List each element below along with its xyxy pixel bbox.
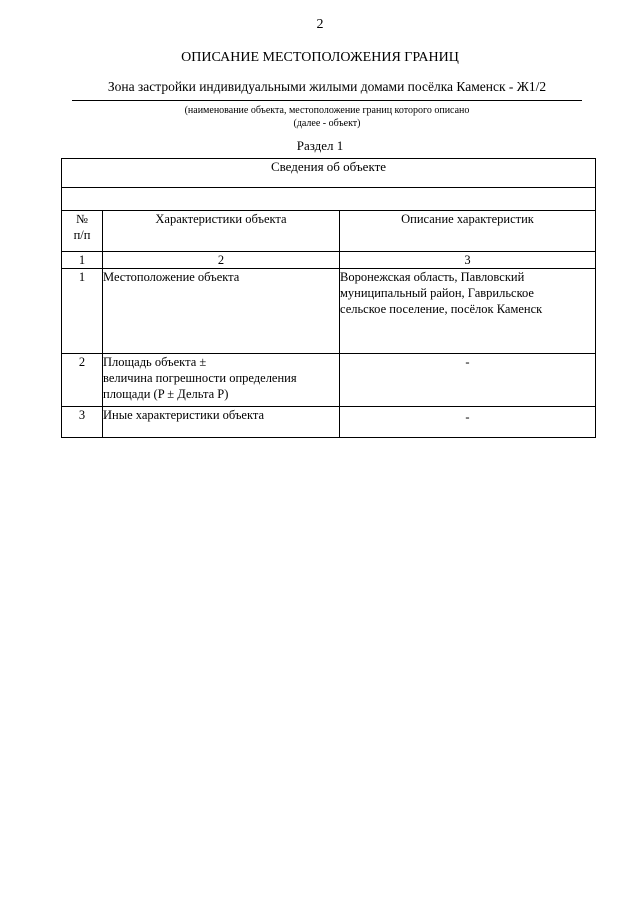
row-description — [340, 269, 596, 354]
row-characteristic-line: Местоположение объекта — [103, 270, 240, 284]
row-description-line: муниципальный район, Гаврильское — [340, 286, 534, 300]
object-name-note-line: (далее - объект) — [293, 118, 361, 129]
object-info-table — [61, 158, 596, 438]
table-column-numbers-row — [62, 252, 596, 269]
header-number-line: п/п — [73, 228, 91, 242]
column-number: 3 — [340, 252, 596, 269]
section-label: Раздел 1 — [296, 138, 344, 153]
table-caption: Сведения об объекте — [62, 159, 596, 188]
table-blank-cell — [62, 188, 596, 211]
object-name-note-line: (наименование объекта, местоположение границ которого описано — [184, 105, 470, 116]
row-characteristic-line: величина погрешности определения — [103, 371, 297, 385]
object-name-note — [72, 104, 582, 130]
object-name: Зона застройки индивидуальными жилыми домами посёлка Каменск - Ж1/2 — [107, 79, 547, 94]
header-number-line: № — [76, 212, 88, 226]
page-number: 2 — [316, 17, 324, 32]
table-blank-row — [62, 188, 596, 211]
row-number: 3 — [62, 407, 103, 438]
row-characteristic — [103, 269, 340, 354]
row-characteristic — [103, 354, 340, 407]
row-characteristic — [103, 407, 340, 438]
row-description-line: сельское поселение, посёлок Каменск — [340, 302, 543, 316]
row-characteristic-line: Иные характеристики объекта — [103, 408, 265, 422]
header-characteristics: Характеристики объекта — [103, 211, 340, 252]
row-description: - — [340, 407, 596, 438]
document-title: ОПИСАНИЕ МЕСТОПОЛОЖЕНИЯ ГРАНИЦ — [181, 50, 459, 65]
row-description-line: Воронежская область, Павловский — [340, 270, 525, 284]
column-number: 1 — [62, 252, 103, 269]
object-name-underline — [72, 100, 582, 101]
row-number: 1 — [62, 269, 103, 354]
column-number: 2 — [103, 252, 340, 269]
row-description: - — [340, 354, 596, 407]
table-header-row — [62, 211, 596, 252]
row-characteristic-line: площади (P ± Дельта P) — [103, 387, 229, 401]
header-description: Описание характеристик — [340, 211, 596, 252]
row-characteristic-line: Площадь объекта ± — [103, 355, 207, 369]
table-row — [62, 354, 596, 407]
table-caption-row — [62, 159, 596, 188]
table-row — [62, 407, 596, 438]
row-number: 2 — [62, 354, 103, 407]
table-row — [62, 269, 596, 354]
header-number — [62, 211, 103, 252]
